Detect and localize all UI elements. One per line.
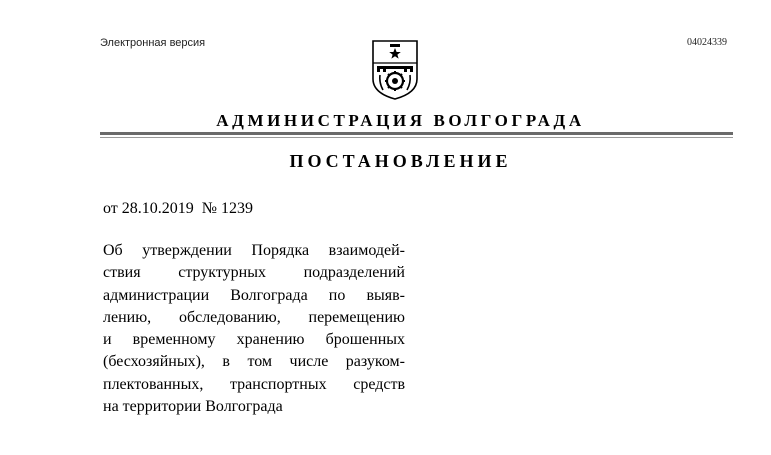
organization-name: АДМИНИСТРАЦИЯ ВОЛГОГРАДА xyxy=(216,111,585,130)
title-line: плектованных, транспортных средств xyxy=(103,375,405,393)
document-code: 04024339 xyxy=(687,37,727,48)
title-line: и временному хранению брошенных xyxy=(103,331,405,349)
electronic-version-label: Электронная версия xyxy=(100,37,206,49)
title-line: лению, обследованию, перемещению xyxy=(103,308,405,326)
title-line: (бесхозяйных), в том числе разуком- xyxy=(103,353,405,371)
date-prefix: от xyxy=(103,200,118,217)
title-line: Об утверждении Порядка взаимодей- xyxy=(103,242,405,259)
document-date: 28.10.2019 xyxy=(121,200,194,217)
number-sign: № xyxy=(201,200,218,217)
volgograd-coat-of-arms-icon xyxy=(371,39,419,101)
header-divider-thick xyxy=(100,132,733,135)
title-line: на территории Волгограда xyxy=(103,398,283,416)
header-divider-thin xyxy=(100,137,733,138)
document-type-heading: ПОСТАНОВЛЕНИЕ xyxy=(289,151,512,171)
document-number: 1239 xyxy=(221,200,254,217)
title-line: ствия структурных подразделений xyxy=(103,264,405,282)
document-dateline xyxy=(103,200,253,218)
document-title xyxy=(103,240,405,418)
title-line: администрации Волгограда по выяв- xyxy=(103,286,405,304)
